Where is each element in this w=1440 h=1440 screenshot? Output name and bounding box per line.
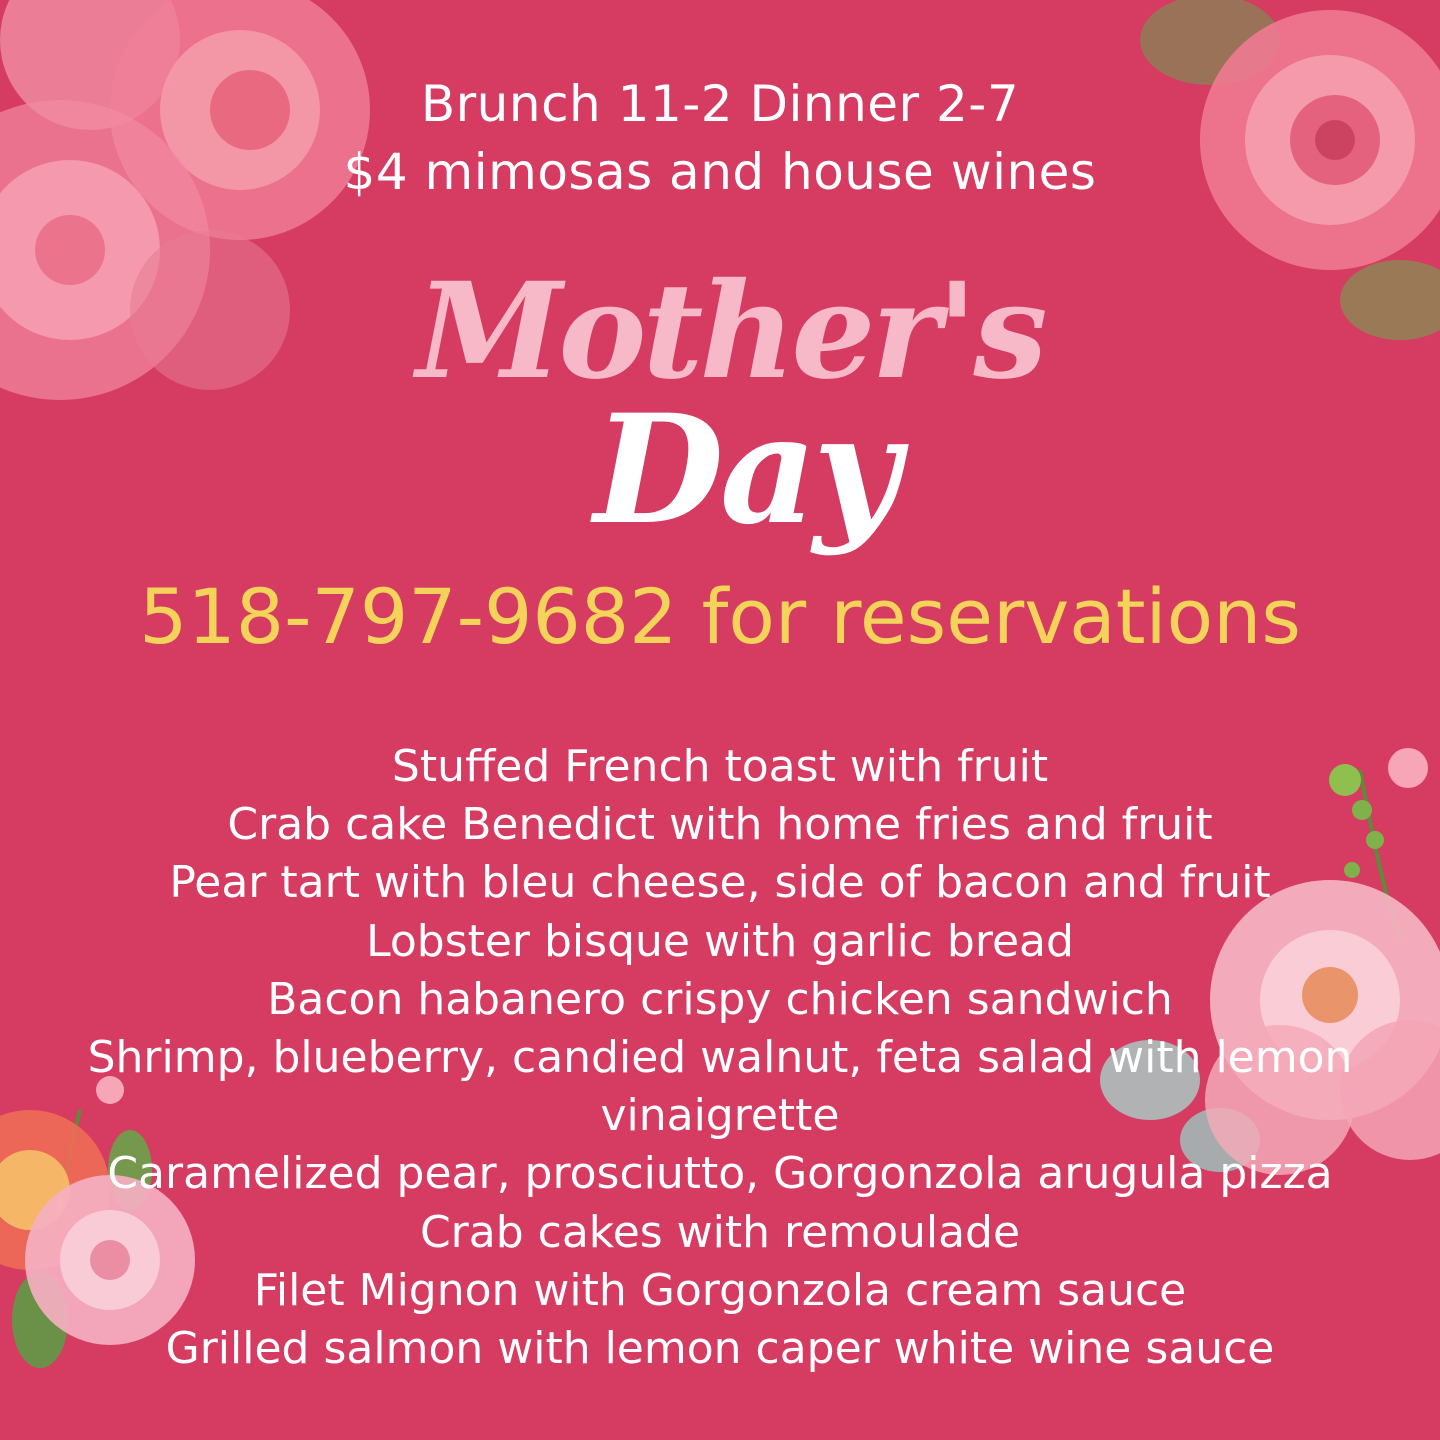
menu-item: Pear tart with bleu cheese, side of bacon and fruit bbox=[169, 857, 1271, 909]
specials-line: $4 mimosas and house wines bbox=[343, 143, 1097, 201]
title-mothers: Mother's bbox=[416, 254, 1044, 409]
menu-item: Filet Mignon with Gorgonzola cream sauce bbox=[253, 1264, 1187, 1316]
menu-item: Crab cake Benedict with home fries and fruit bbox=[227, 799, 1213, 851]
menu-item: Crab cakes with remoulade bbox=[419, 1206, 1021, 1258]
hours-line: Brunch 11-2 Dinner 2-7 bbox=[420, 75, 1020, 133]
menu-item: Stuffed French toast with fruit bbox=[391, 741, 1049, 792]
menu-item: Lobster bisque with garlic bread bbox=[366, 915, 1074, 967]
title-day: Day bbox=[593, 382, 897, 558]
menu-item: Bacon habanero crispy chicken sandwich bbox=[267, 973, 1173, 1025]
hours-block bbox=[0, 70, 1440, 206]
menu-item: Shrimp, blueberry, candied walnut, feta salad with lemon vinaigrette bbox=[87, 1032, 1353, 1142]
mothers-day-title bbox=[380, 254, 1080, 562]
menu-item: Grilled salmon with lemon caper white wine sauce bbox=[165, 1323, 1275, 1375]
reservations-phone: 518-797-9682 for reservations bbox=[139, 572, 1301, 661]
menu-list bbox=[20, 738, 1420, 1378]
menu-item: Caramelized pear, prosciutto, Gorgonzola arugula pizza bbox=[107, 1148, 1333, 1200]
